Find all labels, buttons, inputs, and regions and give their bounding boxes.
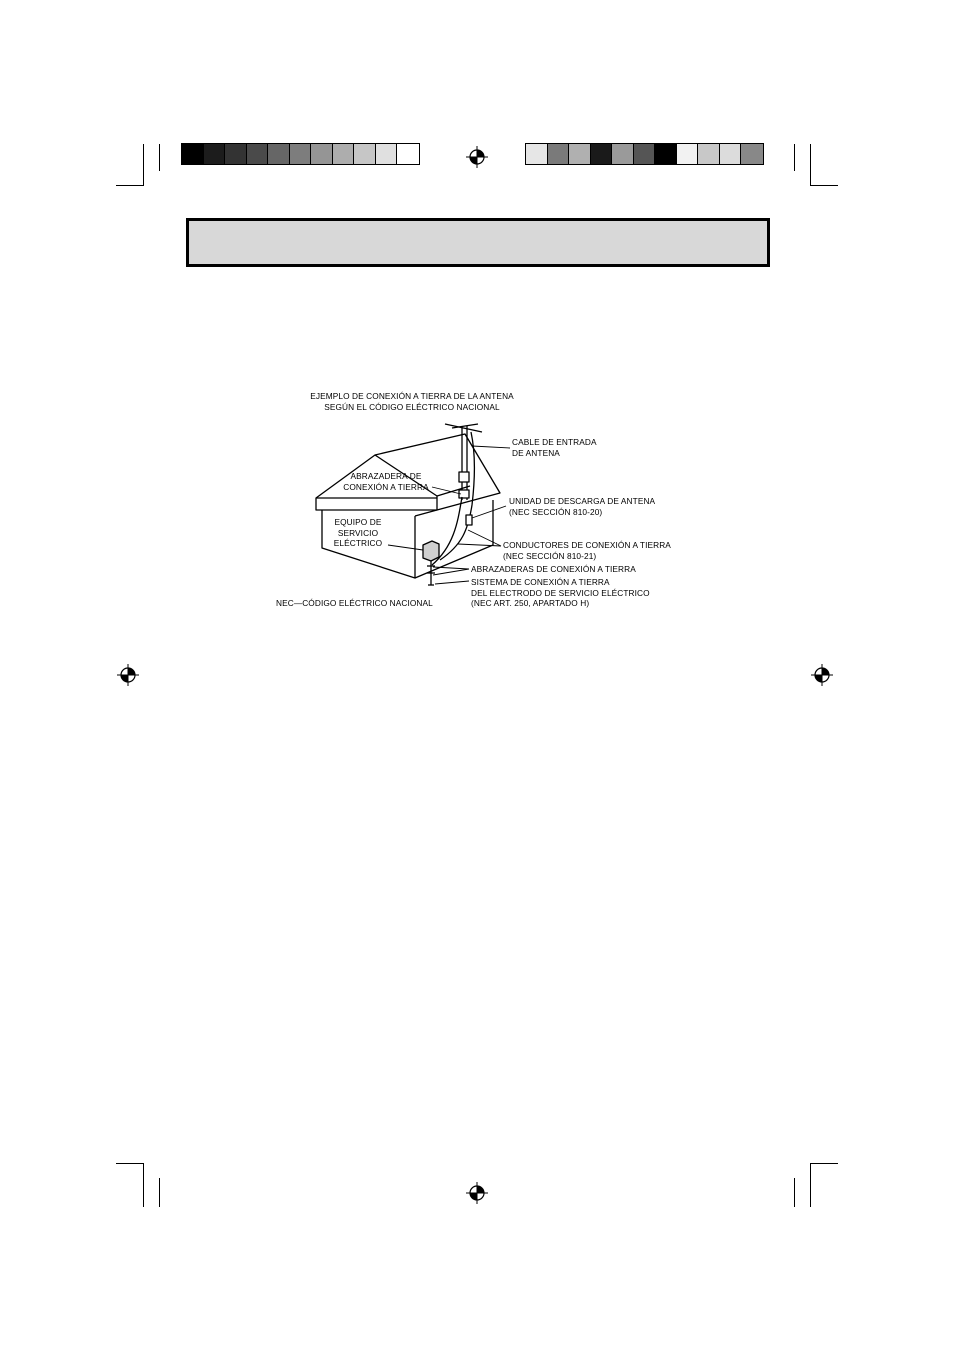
registration-mark-icon [466, 146, 488, 168]
diagram-title-line: EJEMPLO DE CONEXIÓN A TIERRA DE LA ANTENA [310, 391, 514, 401]
label-line: ABRAZADERA DE [350, 471, 422, 481]
section-header-box [186, 218, 770, 267]
label-line: ELÉCTRICO [333, 538, 383, 549]
color-swatch [247, 144, 269, 164]
label-ground-clamps [471, 564, 636, 575]
label-line: EQUIPO DE [334, 517, 382, 527]
color-swatch [548, 144, 570, 164]
crop-mark [794, 144, 795, 171]
registration-mark-icon [811, 664, 833, 686]
crop-mark [116, 185, 144, 186]
label-line: ABRAZADERAS DE CONEXIÓN A TIERRA [471, 564, 636, 574]
label-line: UNIDAD DE DESCARGA DE ANTENA [509, 496, 656, 506]
label-line: CONDUCTORES DE CONEXIÓN A TIERRA [503, 540, 671, 550]
color-swatch [268, 144, 290, 164]
label-electric-equipment [326, 517, 390, 549]
color-swatch [397, 144, 419, 164]
crop-mark [794, 1178, 795, 1207]
color-swatch [741, 144, 763, 164]
color-swatch [204, 144, 226, 164]
label-line: DE ANTENA [512, 447, 560, 458]
color-swatch [311, 144, 333, 164]
label-line: SISTEMA DE CONEXIÓN A TIERRA [471, 577, 610, 587]
color-swatch [655, 144, 677, 164]
color-swatch [591, 144, 613, 164]
crop-mark [116, 1163, 144, 1164]
label-discharge-unit [509, 496, 655, 517]
crop-mark [143, 1163, 144, 1207]
crop-mark [810, 144, 811, 186]
crop-mark [159, 1178, 160, 1207]
color-swatch [634, 144, 656, 164]
label-ground-conductors [503, 540, 671, 561]
crop-mark [810, 185, 838, 186]
label-line: (NEC SECCIÓN 810-20) [509, 506, 603, 517]
label-line: SERVICIO [337, 527, 379, 538]
label-line: DEL ELECTRODO DE SERVICIO ELÉCTRICO [471, 587, 650, 598]
label-cable-entry [512, 437, 597, 458]
color-swatch [569, 144, 591, 164]
crop-mark [810, 1163, 838, 1164]
diagram-title [300, 391, 524, 412]
color-swatch [677, 144, 699, 164]
label-nec-note [276, 598, 433, 609]
color-bar-left [181, 143, 420, 165]
color-swatch [376, 144, 398, 164]
color-swatch [526, 144, 548, 164]
registration-mark-icon [466, 1182, 488, 1204]
color-swatch [182, 144, 204, 164]
color-swatch [333, 144, 355, 164]
crop-mark [159, 144, 160, 171]
color-swatch [290, 144, 312, 164]
crop-mark [143, 144, 144, 186]
color-swatch [612, 144, 634, 164]
color-swatch [720, 144, 742, 164]
color-swatch [354, 144, 376, 164]
color-swatch [225, 144, 247, 164]
label-line: CONEXIÓN A TIERRA [343, 481, 429, 492]
label-ground-clamp [336, 471, 436, 492]
color-bar-right [525, 143, 764, 165]
color-swatch [698, 144, 720, 164]
crop-mark [810, 1163, 811, 1207]
label-line: NEC—CÓDIGO ELÉCTRICO NACIONAL [276, 598, 433, 608]
label-line: (NEC SECCIÓN 810-21) [503, 550, 597, 561]
diagram-title-line: SEGÚN EL CÓDIGO ELÉCTRICO NACIONAL [324, 401, 500, 412]
label-line: CABLE DE ENTRADA [512, 437, 597, 447]
label-line: (NEC ART. 250, APARTADO H) [471, 598, 590, 609]
label-grounding-system [471, 577, 650, 609]
registration-mark-icon [117, 664, 139, 686]
